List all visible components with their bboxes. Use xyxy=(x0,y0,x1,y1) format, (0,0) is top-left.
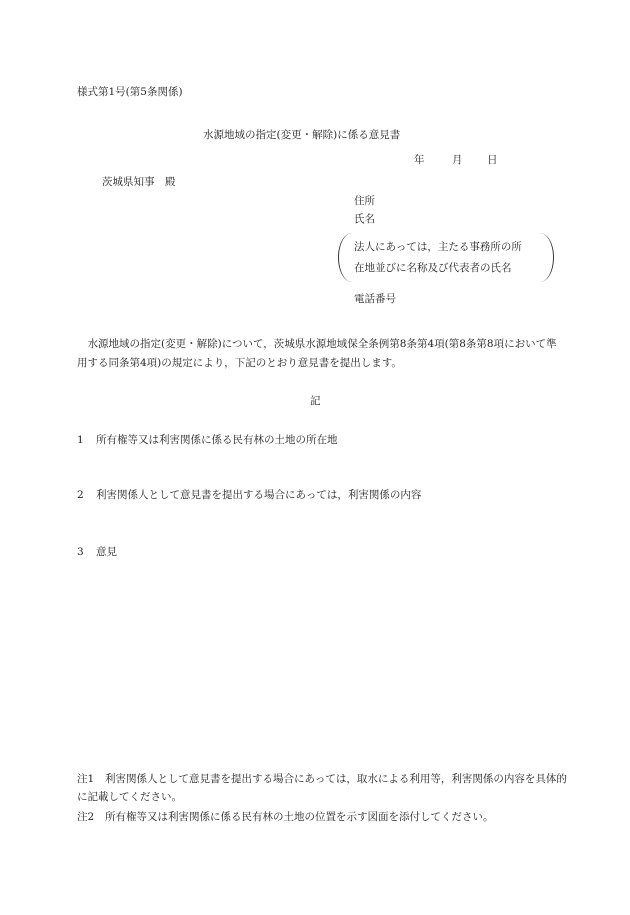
item-3 xyxy=(77,545,117,560)
address-label: 住所 xyxy=(354,195,375,207)
date-day: 日 xyxy=(487,154,498,166)
date-year: 年 xyxy=(414,154,425,166)
addressee: 茨城県知事 殿 xyxy=(102,176,176,188)
body-paragraph: 水源地域の指定(変更・解除)について，茨城県水源地域保全条例第8条第4項(第8条第8項において準用する同条第4項)の規定により，下記のとおり意見書を提出します。 xyxy=(77,338,557,369)
corp-note-line1: 法人にあっては，主たる事務所の所 xyxy=(354,241,522,253)
corp-note-line2: 在地並びに名称及び代表者の氏名 xyxy=(354,262,512,274)
form-number: 様式第1号(第5条関係) xyxy=(77,86,183,98)
item-1 xyxy=(77,433,338,448)
document-title: 水源地域の指定(変更・解除)に係る意見書 xyxy=(203,129,401,141)
item-number: 3 xyxy=(77,546,84,558)
item-number: 1 xyxy=(77,434,84,446)
note-label: 注2 xyxy=(77,811,95,823)
note-1 xyxy=(77,770,567,806)
item-text: 意見 xyxy=(96,546,117,558)
note-2 xyxy=(77,808,567,826)
note-label: 注1 xyxy=(77,773,95,785)
phone-label: 電話番号 xyxy=(354,293,396,305)
item-2 xyxy=(77,488,421,503)
ki-heading: 記 xyxy=(310,395,321,407)
item-text: 所有権等又は利害関係に係る民有林の土地の所在地 xyxy=(96,434,338,446)
date-month: 月 xyxy=(452,154,463,166)
note-text: 利害関係人として意見書を提出する場合にあっては，取水による利用等，利害関係の内容を具体的に記載してください。 xyxy=(77,773,567,803)
item-text: 利害関係人として意見書を提出する場合にあっては，利害関係の内容 xyxy=(96,489,422,501)
note-text: 所有権等又は利害関係に係る民有林の土地の位置を示す図面を添付してください。 xyxy=(105,811,494,823)
name-label: 氏名 xyxy=(354,213,375,225)
item-number: 2 xyxy=(77,489,84,501)
